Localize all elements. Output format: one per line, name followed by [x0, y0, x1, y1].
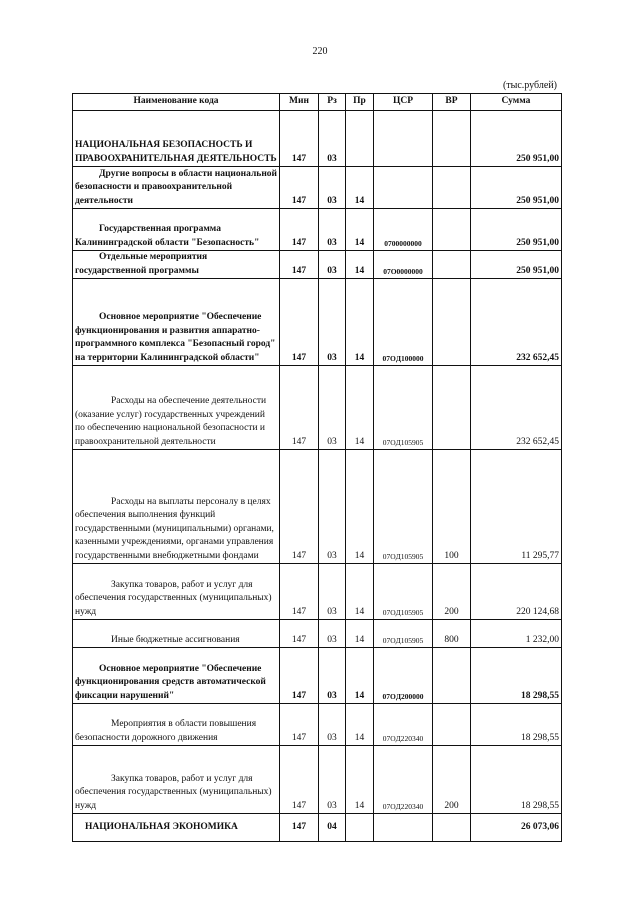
table-row — [73, 648, 562, 704]
row-min: 147 — [280, 279, 319, 366]
table-row — [73, 814, 562, 842]
row-rz: 03 — [319, 251, 346, 279]
row-csr — [374, 111, 433, 167]
row-name: Государственная программа Калининградской области "Безопасность" — [73, 209, 280, 251]
row-name: Иные бюджетные ассигнования — [73, 620, 280, 648]
row-name: Другие вопросы в области национальной безопасности и правоохранительной деятельности — [73, 167, 280, 209]
table-row — [73, 564, 562, 620]
row-sum: 11 295,77 — [471, 450, 562, 564]
header-sum: Сумма — [471, 94, 562, 111]
page-number: 220 — [312, 46, 328, 57]
row-sum: 232 652,45 — [471, 279, 562, 366]
row-rz: 03 — [319, 111, 346, 167]
row-rz: 03 — [319, 450, 346, 564]
table-row — [73, 366, 562, 450]
row-name: Расходы на обеспечение деятельности (оказание услуг) государственных учреждений по обеспечению национальной безопасности и правоохранительной деятельности — [73, 366, 280, 450]
row-name: Расходы на выплаты персоналу в целях обеспечения выполнения функций государственными (муниципальными) органами, казенными учреждениями, органами управления государственными внебюджетными фондами — [73, 450, 280, 564]
row-min: 147 — [280, 111, 319, 167]
table-row — [73, 620, 562, 648]
row-name: НАЦИОНАЛЬНАЯ ЭКОНОМИКА — [73, 814, 280, 842]
table-row — [73, 209, 562, 251]
row-sum: 232 652,45 — [471, 366, 562, 450]
row-csr: 0700000000 — [374, 209, 433, 251]
row-vr: 200 — [433, 564, 471, 620]
row-sum: 250 951,00 — [471, 209, 562, 251]
row-name: Закупка товаров, работ и услуг для обеспечения государственных (муниципальных) нужд — [73, 746, 280, 814]
row-csr: 07OД200000 — [374, 648, 433, 704]
row-pr — [346, 814, 374, 842]
row-rz: 03 — [319, 648, 346, 704]
header-min: Мин — [280, 94, 319, 111]
table-row — [73, 704, 562, 746]
row-sum: 26 073,06 — [471, 814, 562, 842]
row-vr — [433, 366, 471, 450]
row-min: 147 — [280, 620, 319, 648]
row-sum: 250 951,00 — [471, 111, 562, 167]
header-pr: Пр — [346, 94, 374, 111]
row-min: 147 — [280, 450, 319, 564]
row-rz: 03 — [319, 620, 346, 648]
row-sum: 220 124,68 — [471, 564, 562, 620]
units-label: (тыс.рублей) — [502, 80, 557, 91]
row-pr: 14 — [346, 167, 374, 209]
row-min: 147 — [280, 746, 319, 814]
row-csr — [374, 167, 433, 209]
row-csr: 07OД105905 — [374, 564, 433, 620]
row-pr: 14 — [346, 450, 374, 564]
table-row — [73, 251, 562, 279]
row-csr: 07O0000000 — [374, 251, 433, 279]
table-row — [73, 746, 562, 814]
row-vr: 200 — [433, 746, 471, 814]
row-vr: 100 — [433, 450, 471, 564]
row-pr: 14 — [346, 746, 374, 814]
row-pr: 14 — [346, 620, 374, 648]
row-vr — [433, 814, 471, 842]
row-vr — [433, 167, 471, 209]
row-rz: 03 — [319, 746, 346, 814]
row-min: 147 — [280, 251, 319, 279]
row-rz: 03 — [319, 704, 346, 746]
row-vr — [433, 704, 471, 746]
row-rz: 03 — [319, 279, 346, 366]
row-name: НАЦИОНАЛЬНАЯ БЕЗОПАСНОСТЬ И ПРАВООХРАНИТЕЛЬНАЯ ДЕЯТЕЛЬНОСТЬ — [73, 111, 280, 167]
row-csr: 07OД100000 — [374, 279, 433, 366]
row-name: Отдельные мероприятия государственной программы — [73, 251, 280, 279]
row-csr: 07OД105905 — [374, 450, 433, 564]
header-vr: ВР — [433, 94, 471, 111]
row-min: 147 — [280, 704, 319, 746]
row-min: 147 — [280, 814, 319, 842]
row-vr — [433, 111, 471, 167]
row-rz: 03 — [319, 209, 346, 251]
header-csr: ЦСР — [374, 94, 433, 111]
row-rz: 03 — [319, 366, 346, 450]
row-csr — [374, 814, 433, 842]
row-min: 147 — [280, 564, 319, 620]
row-min: 147 — [280, 167, 319, 209]
row-vr: 800 — [433, 620, 471, 648]
row-sum: 250 951,00 — [471, 251, 562, 279]
row-csr: 07OД220340 — [374, 704, 433, 746]
table-row — [73, 450, 562, 564]
row-pr: 14 — [346, 564, 374, 620]
row-pr: 14 — [346, 648, 374, 704]
row-name: Закупка товаров, работ и услуг для обеспечения государственных (муниципальных) нужд — [73, 564, 280, 620]
row-pr: 14 — [346, 366, 374, 450]
row-sum: 18 298,55 — [471, 746, 562, 814]
budget-table — [72, 93, 562, 842]
row-rz: 04 — [319, 814, 346, 842]
row-name: Основное мероприятие "Обеспечение функционирования и развития аппаратно-программного комплекса "Безопасный город" на территории Калининградской области" — [73, 279, 280, 366]
row-sum: 250 951,00 — [471, 167, 562, 209]
row-sum: 1 232,00 — [471, 620, 562, 648]
header-rz: Рз — [319, 94, 346, 111]
row-pr: 14 — [346, 209, 374, 251]
row-csr: 07OД105905 — [374, 620, 433, 648]
table-row — [73, 111, 562, 167]
table-row — [73, 279, 562, 366]
row-name: Мероприятия в области повышения безопасности дорожного движения — [73, 704, 280, 746]
row-min: 147 — [280, 209, 319, 251]
row-vr — [433, 251, 471, 279]
row-name: Основное мероприятие "Обеспечение функционирования средств автоматической фиксации нарушений" — [73, 648, 280, 704]
row-pr: 14 — [346, 704, 374, 746]
row-pr — [346, 111, 374, 167]
row-min: 147 — [280, 648, 319, 704]
table-row — [73, 167, 562, 209]
row-pr: 14 — [346, 251, 374, 279]
row-rz: 03 — [319, 167, 346, 209]
row-min: 147 — [280, 366, 319, 450]
table-header-row — [73, 94, 562, 111]
row-sum: 18 298,55 — [471, 704, 562, 746]
row-rz: 03 — [319, 564, 346, 620]
row-csr: 07OД220340 — [374, 746, 433, 814]
header-name: Наименование кода — [73, 94, 280, 111]
row-vr — [433, 279, 471, 366]
row-sum: 18 298,55 — [471, 648, 562, 704]
row-csr: 07OД105905 — [374, 366, 433, 450]
row-pr: 14 — [346, 279, 374, 366]
row-vr — [433, 648, 471, 704]
row-vr — [433, 209, 471, 251]
